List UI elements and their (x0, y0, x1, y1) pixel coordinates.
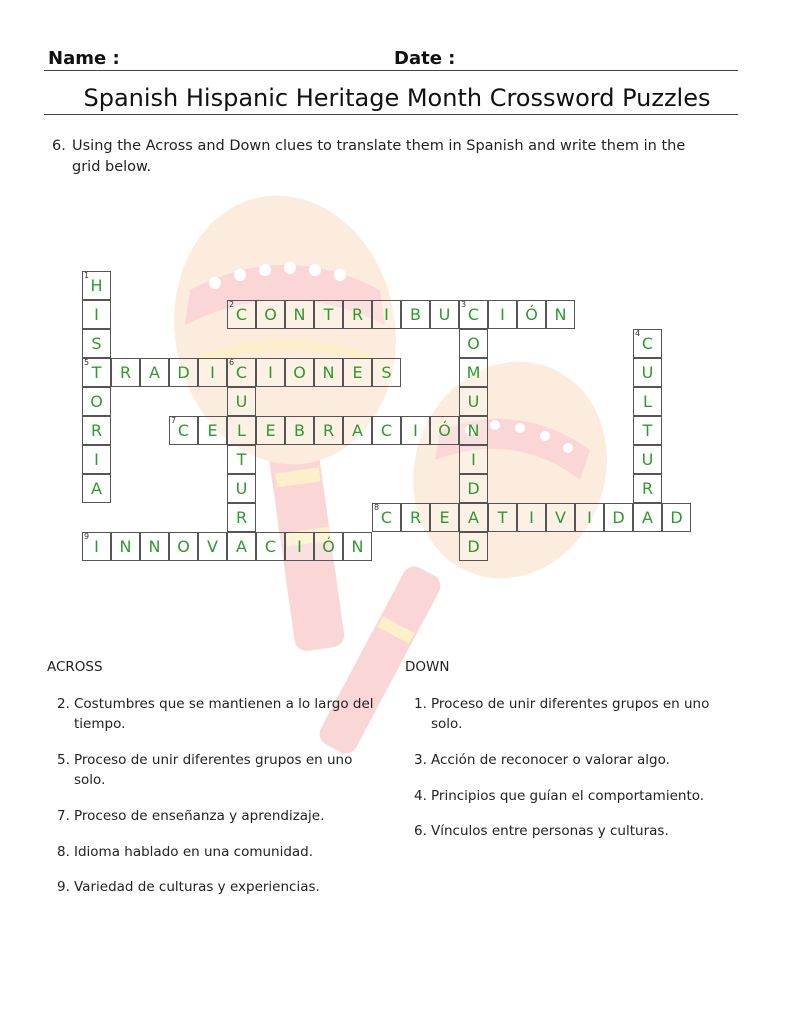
grid-cell[interactable] (459, 387, 488, 416)
grid-cell[interactable] (111, 532, 140, 561)
grid-cell[interactable] (227, 445, 256, 474)
title-underline (44, 114, 738, 115)
grid-cell[interactable] (662, 503, 691, 532)
cell-letter: R (641, 479, 654, 498)
grid-cell[interactable] (82, 300, 111, 329)
grid-cell[interactable] (227, 300, 256, 329)
cell-letter: E (439, 508, 450, 527)
down-clue (414, 750, 734, 770)
cell-letter: N (554, 305, 567, 324)
grid-cell[interactable] (256, 416, 285, 445)
cell-letter: R (351, 305, 364, 324)
cell-letter: A (468, 508, 479, 527)
cell-letter: R (90, 421, 103, 440)
grid-cell[interactable] (633, 474, 662, 503)
grid-cell[interactable] (256, 300, 285, 329)
page-title: Spanish Hispanic Heritage Month Crossword Puzzles (83, 84, 711, 112)
grid-cell[interactable] (488, 300, 517, 329)
cell-number: 5 (84, 358, 90, 367)
cell-letter: R (235, 508, 248, 527)
cell-letter: A (149, 363, 160, 382)
across-clue (57, 842, 387, 862)
cell-letter: A (352, 421, 363, 440)
cell-letter: A (236, 537, 247, 556)
cell-letter: D (670, 508, 683, 527)
grid-cell[interactable] (372, 358, 401, 387)
cell-letter: V (207, 537, 218, 556)
cell-letter: U (467, 392, 480, 411)
cell-letter: N (148, 537, 161, 556)
cell-letter: C (380, 508, 393, 527)
cell-letter: C (177, 421, 190, 440)
cell-letter: O (264, 305, 277, 324)
clue-text: Idioma hablado en una comunidad. (74, 844, 314, 860)
cell-letter: I (94, 450, 99, 469)
cell-letter: A (91, 479, 102, 498)
cell-letter: C (264, 537, 277, 556)
grid-cell[interactable] (459, 474, 488, 503)
down-heading: DOWN (405, 659, 450, 675)
cell-letter: B (410, 305, 421, 324)
cell-letter: A (642, 508, 653, 527)
grid-cell[interactable] (227, 387, 256, 416)
cell-letter: C (380, 421, 393, 440)
clue-number: 9. (57, 879, 70, 895)
cell-letter: U (438, 305, 451, 324)
grid-cell[interactable] (633, 329, 662, 358)
grid-cell[interactable] (488, 503, 517, 532)
cell-letter: C (235, 363, 248, 382)
grid-cell[interactable] (343, 416, 372, 445)
grid-cell[interactable] (372, 416, 401, 445)
across-clue (57, 877, 387, 897)
grid-cell[interactable] (82, 329, 111, 358)
across-clue (57, 806, 387, 826)
grid-cell[interactable] (633, 358, 662, 387)
cell-letter: D (177, 363, 190, 382)
cell-number: 2 (229, 300, 235, 309)
cell-letter: I (529, 508, 534, 527)
clue-text: Principios que guían el comportamiento. (431, 788, 705, 804)
cell-letter: H (90, 276, 103, 295)
clue-text: Proceso de unir diferentes grupos en uno solo. (74, 752, 353, 788)
grid-cell[interactable] (285, 358, 314, 387)
grid-cell[interactable] (227, 474, 256, 503)
cell-letter: O (293, 363, 306, 382)
grid-cell[interactable] (256, 532, 285, 561)
grid-cell[interactable] (343, 358, 372, 387)
clue-text: Variedad de culturas y experiencias. (74, 879, 320, 895)
cell-number: 1 (84, 271, 90, 280)
grid-cell[interactable] (430, 300, 459, 329)
grid-cell[interactable] (459, 358, 488, 387)
cell-letter: C (641, 334, 654, 353)
grid-cell[interactable] (372, 503, 401, 532)
grid-cell[interactable] (82, 358, 111, 387)
grid-cell[interactable] (604, 503, 633, 532)
name-label: Name : (48, 48, 120, 69)
cell-letter: R (322, 421, 335, 440)
clue-number: 1. (414, 696, 427, 712)
instruction-number: 6. (52, 138, 66, 154)
grid-cell[interactable] (459, 503, 488, 532)
grid-cell[interactable] (517, 300, 546, 329)
instruction-text: Using the Across and Down clues to translate them in Spanish and write them in the grid below. (72, 138, 686, 175)
grid-cell[interactable] (343, 532, 372, 561)
grid-cell[interactable] (111, 358, 140, 387)
grid-cell[interactable] (459, 416, 488, 445)
grid-cell[interactable] (633, 445, 662, 474)
grid-cell[interactable] (633, 416, 662, 445)
grid-cell[interactable] (314, 300, 343, 329)
cell-letter: I (94, 305, 99, 324)
grid-cell[interactable] (459, 329, 488, 358)
grid-cell[interactable] (343, 300, 372, 329)
cell-number: 6 (229, 358, 235, 367)
grid-cell[interactable] (169, 358, 198, 387)
cell-letter: S (91, 334, 102, 353)
cell-letter: U (235, 392, 248, 411)
cell-letter: I (587, 508, 592, 527)
across-clue (57, 750, 387, 790)
grid-cell[interactable] (546, 503, 575, 532)
clue-number: 2. (57, 696, 70, 712)
grid-cell[interactable] (459, 532, 488, 561)
grid-cell[interactable] (633, 387, 662, 416)
grid-cell[interactable] (198, 358, 227, 387)
grid-cell[interactable] (401, 503, 430, 532)
clue-number: 8. (57, 844, 70, 860)
cell-letter: R (119, 363, 132, 382)
cell-letter: N (322, 363, 335, 382)
grid-cell[interactable] (314, 416, 343, 445)
clue-text: Proceso de enseñanza y aprendizaje. (74, 808, 325, 824)
grid-cell[interactable] (575, 503, 604, 532)
cell-letter: N (119, 537, 132, 556)
cell-letter: I (297, 537, 302, 556)
grid-cell[interactable] (546, 300, 575, 329)
cell-letter: T (642, 421, 653, 440)
cell-letter: D (467, 479, 480, 498)
grid-cell[interactable] (82, 416, 111, 445)
clue-text: Costumbres que se mantienen a lo largo del tiempo. (74, 696, 374, 732)
grid-cell[interactable] (401, 300, 430, 329)
clue-number: 5. (57, 752, 70, 768)
grid-cell[interactable] (169, 416, 198, 445)
grid-cell[interactable] (169, 532, 198, 561)
grid-cell[interactable] (82, 445, 111, 474)
grid-cell[interactable] (459, 445, 488, 474)
cell-letter: I (210, 363, 215, 382)
cell-letter: E (265, 421, 276, 440)
cell-number: 9 (84, 532, 90, 541)
clue-number: 6. (414, 823, 427, 839)
grid-cell[interactable] (314, 532, 343, 561)
grid-cell[interactable] (227, 416, 256, 445)
grid-cell[interactable] (633, 503, 662, 532)
cell-letter: C (467, 305, 480, 324)
cell-number: 7 (171, 416, 177, 425)
cell-letter: T (497, 508, 508, 527)
cell-letter: Ó (525, 305, 538, 324)
instruction (52, 136, 712, 178)
cell-letter: Ó (322, 537, 335, 556)
grid-cell[interactable] (517, 503, 546, 532)
grid-cell[interactable] (227, 503, 256, 532)
cell-letter: V (555, 508, 566, 527)
cell-letter: B (294, 421, 305, 440)
name-date-line (44, 70, 738, 71)
cell-letter: U (641, 450, 654, 469)
grid-cell[interactable] (82, 271, 111, 300)
grid-cell[interactable] (198, 532, 227, 561)
down-clue (414, 821, 734, 841)
grid-cell[interactable] (430, 503, 459, 532)
clue-number: 7. (57, 808, 70, 824)
cell-letter: U (235, 479, 248, 498)
across-heading: ACROSS (47, 659, 103, 675)
cell-letter: I (94, 537, 99, 556)
cell-letter: Ó (438, 421, 451, 440)
across-clue (57, 694, 387, 734)
grid-cell[interactable] (140, 358, 169, 387)
cell-number: 3 (461, 300, 467, 309)
grid-cell[interactable] (285, 300, 314, 329)
grid-cell[interactable] (401, 416, 430, 445)
date-label: Date : (394, 48, 456, 69)
cell-letter: E (207, 421, 218, 440)
cell-number: 4 (635, 329, 641, 338)
grid-cell[interactable] (430, 416, 459, 445)
grid-cell[interactable] (314, 358, 343, 387)
grid-cell[interactable] (256, 358, 285, 387)
down-clue (414, 694, 734, 734)
grid-cell[interactable] (82, 532, 111, 561)
grid-cell[interactable] (285, 532, 314, 561)
cell-letter: D (612, 508, 625, 527)
grid-cell[interactable] (82, 387, 111, 416)
clue-text: Proceso de unir diferentes grupos en uno solo. (431, 696, 710, 732)
cell-letter: I (500, 305, 505, 324)
cell-letter: C (235, 305, 248, 324)
cell-letter: T (323, 305, 334, 324)
grid-cell[interactable] (82, 474, 111, 503)
cell-letter: O (177, 537, 190, 556)
cell-letter: U (641, 363, 654, 382)
clue-number: 4. (414, 788, 427, 804)
clue-text: Acción de reconocer o valorar algo. (431, 752, 670, 768)
cell-letter: N (467, 421, 480, 440)
cell-number: 8 (374, 503, 380, 512)
cell-letter: R (409, 508, 422, 527)
cell-letter: I (268, 363, 273, 382)
cell-letter: O (467, 334, 480, 353)
cell-letter: T (236, 450, 247, 469)
cell-letter: O (90, 392, 103, 411)
grid-cell[interactable] (227, 358, 256, 387)
cell-letter: D (467, 537, 480, 556)
grid-cell[interactable] (372, 300, 401, 329)
grid-cell[interactable] (459, 300, 488, 329)
cell-letter: I (384, 305, 389, 324)
cell-letter: N (351, 537, 364, 556)
cell-letter: S (381, 363, 392, 382)
down-clue (414, 786, 734, 806)
grid-cell[interactable] (227, 532, 256, 561)
cell-letter: I (413, 421, 418, 440)
clue-text: Vínculos entre personas y culturas. (431, 823, 669, 839)
cell-letter: T (91, 363, 102, 382)
cell-letter: I (471, 450, 476, 469)
grid-cell[interactable] (285, 416, 314, 445)
cell-letter: E (352, 363, 363, 382)
cell-letter: L (237, 421, 246, 440)
clue-number: 3. (414, 752, 427, 768)
cell-letter: N (293, 305, 306, 324)
cell-letter: M (466, 363, 481, 382)
cell-letter: L (643, 392, 652, 411)
grid-cell[interactable] (198, 416, 227, 445)
grid-cell[interactable] (140, 532, 169, 561)
